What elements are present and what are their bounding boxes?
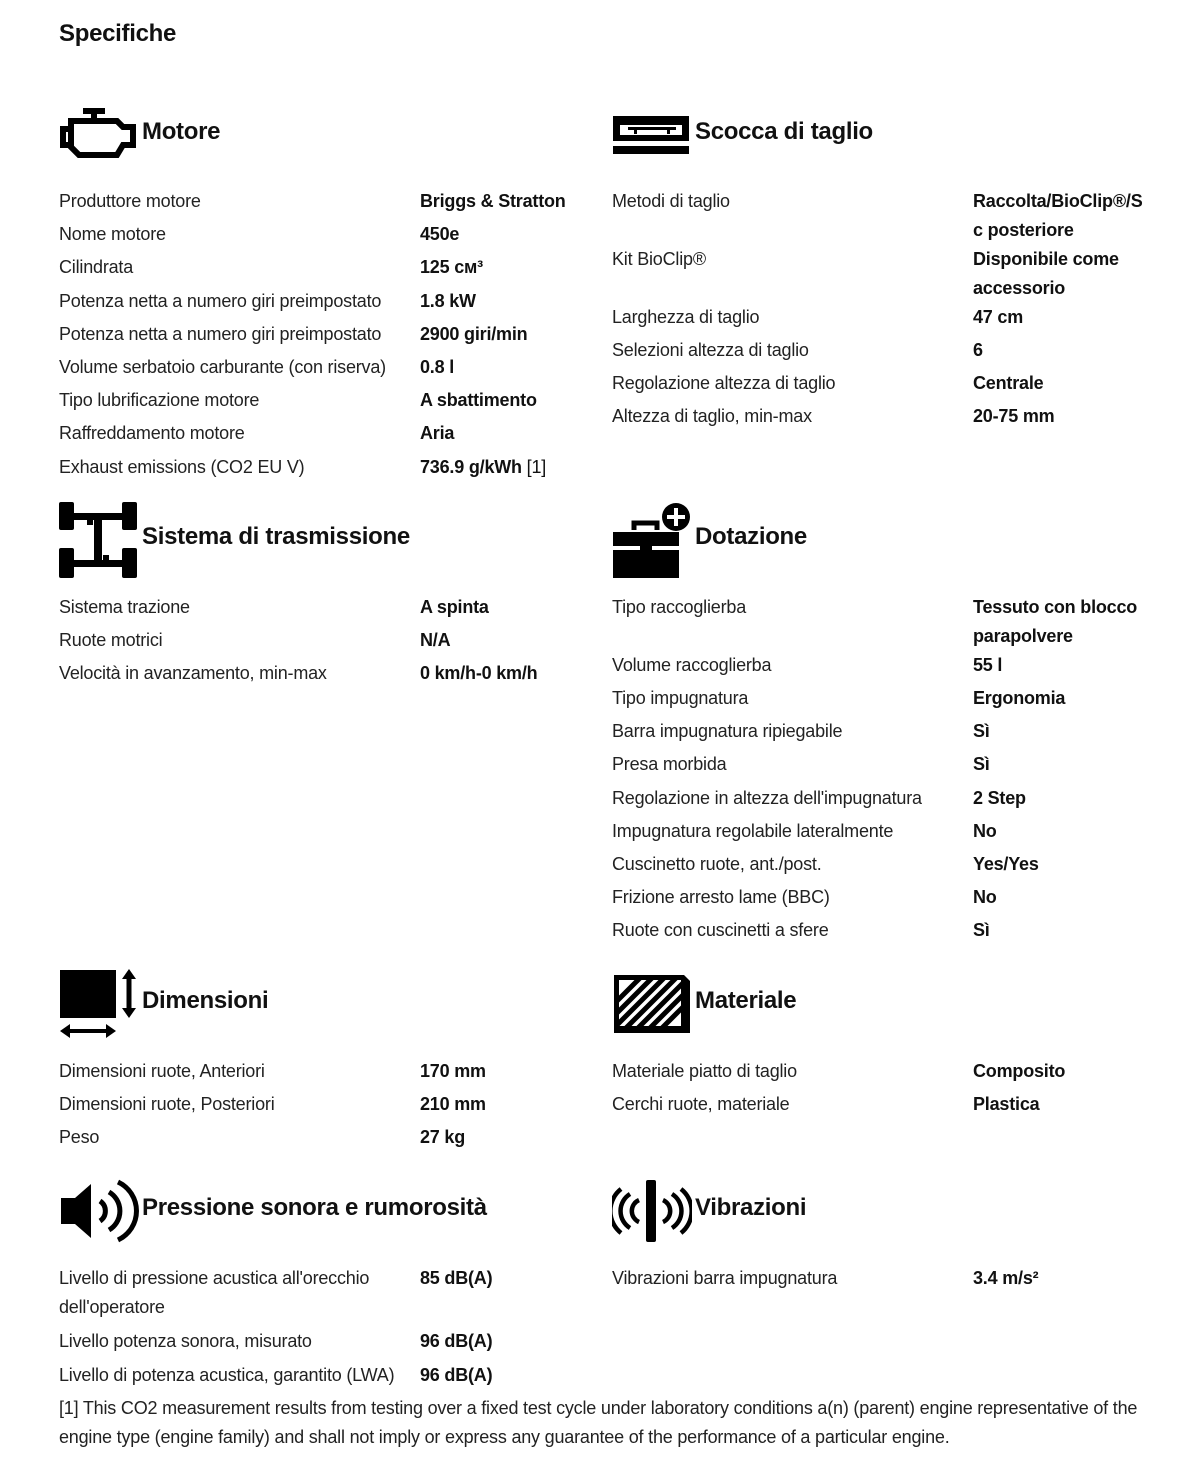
spec-value (420, 453, 546, 482)
spec-label: Selezioni altezza di taglio (612, 340, 809, 360)
spec-row (59, 320, 579, 349)
spec-row (59, 253, 579, 282)
spec-label: Tipo impugnatura (612, 688, 749, 708)
dimensions-icon (59, 968, 139, 1040)
spec-value: 96 dB(A) (420, 1331, 493, 1351)
spec-value: Composito (973, 1061, 1066, 1081)
page-title: Specifiche (59, 20, 177, 47)
spec-value: Aria (420, 423, 455, 443)
spec-label: Exhaust emissions (CO2 EU V) (59, 457, 305, 477)
spec-label: Produttore motore (59, 191, 201, 211)
spec-label: Kit BioClip® (612, 249, 706, 269)
spec-row (59, 386, 579, 415)
spec-row (59, 1327, 579, 1356)
spec-value: 210 mm (420, 1094, 486, 1114)
spec-value: 85 dB(A) (420, 1268, 493, 1288)
spec-label: Livello di pressione acustica all'orecchio dell'operatore (59, 1268, 370, 1317)
spec-label: Impugnatura regolabile lateralmente (612, 821, 894, 841)
spec-value: 450e (420, 224, 460, 244)
spec-row (59, 659, 579, 688)
spec-label: Velocità in avanzamento, min-max (59, 663, 327, 683)
footnote-reference: [1] (526, 457, 547, 477)
spec-value: A spinta (420, 597, 489, 617)
spec-value: 2900 giri/min (420, 324, 528, 344)
spec-row (59, 453, 579, 482)
spec-row (59, 187, 579, 216)
spec-row (59, 1123, 579, 1152)
spec-row (59, 287, 579, 316)
spec-row (59, 593, 579, 622)
section-title: Motore (142, 118, 221, 145)
spec-label: Altezza di taglio, min-max (612, 406, 812, 426)
spec-row (59, 1361, 579, 1390)
spec-row (612, 1090, 1152, 1119)
spec-label: Materiale piatto di taglio (612, 1061, 797, 1081)
spec-row (612, 1264, 1152, 1293)
spec-value: 1.8 kW (420, 291, 476, 311)
spec-value: Disponibile come accessorio (973, 249, 1119, 298)
spec-row (612, 369, 1152, 398)
spec-row (612, 336, 1152, 365)
spec-row (59, 1264, 579, 1322)
spec-row (612, 593, 1152, 651)
spec-label: Dimensioni ruote, Posteriori (59, 1094, 275, 1114)
engine-icon (59, 105, 139, 161)
spec-row (612, 916, 1152, 945)
spec-value: Yes/Yes (973, 854, 1039, 874)
section-title: Dimensioni (142, 987, 269, 1014)
spec-row (612, 684, 1152, 713)
spec-label: Regolazione in altezza dell'impugnatura (612, 788, 922, 808)
spec-row (612, 651, 1152, 680)
spec-value: Plastica (973, 1094, 1040, 1114)
spec-row (612, 303, 1152, 332)
spec-row (612, 750, 1152, 779)
spec-value: 170 mm (420, 1061, 486, 1081)
spec-label: Cuscinetto ruote, ant./post. (612, 854, 822, 874)
spec-value: Ergonomia (973, 688, 1066, 708)
footnote: [1] This CO2 measurement results from testing over a fixed test cycle under laboratory conditions a(n) (parent) engine representative of the engine type (engine family) and shall not imply or express any guarantee of the performance of a particular engine. (59, 1398, 1138, 1447)
material-icon (612, 973, 692, 1035)
spec-label: Potenza netta a numero giri preimpostato (59, 324, 382, 344)
spec-label: Ruote con cuscinetti a sfere (612, 920, 829, 940)
spec-value: 6 (973, 340, 983, 360)
spec-value: 96 dB(A) (420, 1365, 493, 1385)
spec-label: Presa morbida (612, 754, 727, 774)
spec-row (612, 817, 1152, 846)
spec-label: Livello potenza sonora, misurato (59, 1331, 312, 1351)
spec-value: 27 kg (420, 1127, 466, 1147)
spec-row (59, 626, 579, 655)
spec-value: 125 см³ (420, 257, 483, 277)
spec-value: A sbattimento (420, 390, 537, 410)
drivetrain-icon (59, 500, 139, 580)
spec-value: 3.4 m/s² (973, 1268, 1039, 1288)
spec-row (612, 187, 1152, 245)
spec-label: Larghezza di taglio (612, 307, 760, 327)
section-title: Sistema di trasmissione (142, 523, 410, 550)
section-title: Scocca di taglio (695, 118, 873, 145)
spec-label: Volume serbatoio carburante (con riserva) (59, 357, 386, 377)
spec-row (59, 419, 579, 448)
spec-label: Nome motore (59, 224, 166, 244)
spec-label: Raffreddamento motore (59, 423, 245, 443)
spec-label: Regolazione altezza di taglio (612, 373, 836, 393)
spec-label: Tipo raccoglierba (612, 597, 746, 617)
spec-row (612, 784, 1152, 813)
spec-label: Frizione arresto lame (BBC) (612, 887, 830, 907)
spec-value: Briggs & Stratton (420, 191, 566, 211)
cutting-deck-icon (612, 115, 692, 155)
vibration-icon (612, 1178, 692, 1244)
speaker-icon (59, 1176, 139, 1246)
spec-label: Tipo lubrificazione motore (59, 390, 260, 410)
spec-label: Dimensioni ruote, Anteriori (59, 1061, 265, 1081)
spec-label: Livello di potenza acustica, garantito (LWA) (59, 1365, 395, 1385)
spec-row (59, 220, 579, 249)
spec-row (612, 402, 1152, 431)
spec-row (59, 353, 579, 382)
spec-label: Potenza netta a numero giri preimpostato (59, 291, 382, 311)
spec-value: Sì (973, 754, 990, 774)
spec-value: Raccolta/BioClip®/Sc posteriore (973, 191, 1143, 240)
spec-row (612, 1057, 1152, 1086)
section-title: Vibrazioni (695, 1194, 807, 1221)
spec-label: Cilindrata (59, 257, 134, 277)
spec-row (612, 850, 1152, 879)
spec-label: Peso (59, 1127, 100, 1147)
section-title: Pressione sonora e rumorosità (142, 1194, 487, 1221)
spec-row (59, 1057, 579, 1086)
spec-value: Sì (973, 721, 990, 741)
spec-value: No (973, 887, 997, 907)
spec-value-text: 736.9 g/kWh (420, 457, 522, 477)
spec-value: 55 l (973, 655, 1003, 675)
spec-label: Sistema trazione (59, 597, 190, 617)
spec-value: 2 Step (973, 788, 1026, 808)
toolbox-plus-icon (612, 500, 694, 580)
spec-label: Vibrazioni barra impugnatura (612, 1268, 838, 1288)
spec-value: 0.8 l (420, 357, 455, 377)
section-title: Dotazione (695, 523, 807, 550)
spec-value: N/A (420, 630, 451, 650)
spec-row (612, 883, 1152, 912)
spec-label: Volume raccoglierba (612, 655, 772, 675)
spec-value: No (973, 821, 997, 841)
spec-row (612, 717, 1152, 746)
spec-label: Barra impugnatura ripiegabile (612, 721, 843, 741)
spec-value: 0 km/h-0 km/h (420, 663, 538, 683)
spec-label: Ruote motrici (59, 630, 163, 650)
section-title: Materiale (695, 987, 797, 1014)
spec-value: Centrale (973, 373, 1044, 393)
spec-value: 47 cm (973, 307, 1024, 327)
spec-row (59, 1090, 579, 1119)
spec-row (612, 245, 1152, 303)
spec-label: Cerchi ruote, materiale (612, 1094, 790, 1114)
spec-label: Metodi di taglio (612, 191, 730, 211)
spec-value: Tessuto con blocco parapolvere (973, 597, 1138, 646)
spec-value: 20-75 mm (973, 406, 1055, 426)
spec-value: Sì (973, 920, 990, 940)
